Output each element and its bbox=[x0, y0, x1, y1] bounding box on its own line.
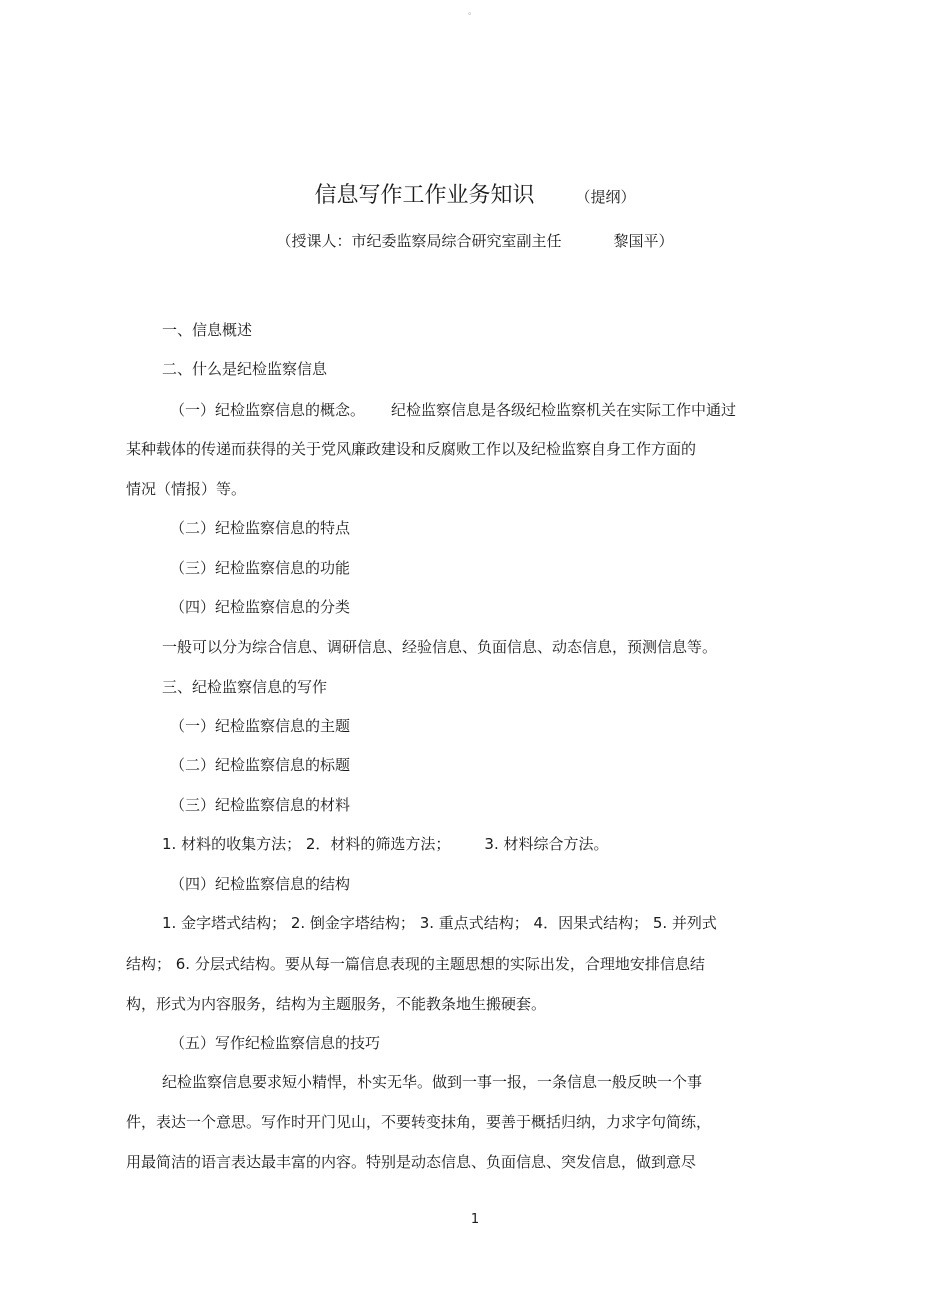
body-line: 构，形式为内容服务，结构为主题服务，不能教条地生搬硬套。 bbox=[126, 995, 547, 1013]
body-line-part: 3. 材料综合方法。 bbox=[484, 835, 609, 853]
document-title: 信息写作工作业务知识 bbox=[314, 183, 535, 208]
outline-line-part: 纪检监察信息是各级纪检监察机关在实际工作中通过 bbox=[391, 401, 737, 419]
outline-line: （二）纪检监察信息的特点 bbox=[170, 519, 351, 537]
body-line: 纪检监察信息要求短小精悍，朴实无华。做到一事一报，一条信息一般反映一个事 bbox=[162, 1073, 703, 1091]
body-line bbox=[162, 834, 609, 854]
body-line: 某种载体的传递而获得的关于党风廉政建设和反腐败工作以及纪检监察自身工作方面的 bbox=[126, 440, 697, 458]
body-line: 件，表达一个意思。写作时开门见山，不要转变抹角，要善于概括归纳，力求字句简练， bbox=[126, 1113, 712, 1131]
outline-line: （三）纪检监察信息的功能 bbox=[170, 559, 351, 577]
body-line: 用最简洁的语言表达最丰富的内容。特别是动态信息、负面信息、突发信息，做到意尽 bbox=[126, 1153, 697, 1171]
outline-line: （四）纪检监察信息的结构 bbox=[170, 875, 351, 893]
outline-line: （二）纪检监察信息的标题 bbox=[170, 756, 351, 774]
top-mark: 。 bbox=[468, 7, 478, 17]
lecturer-name: 黎国平） bbox=[613, 232, 674, 250]
title-row bbox=[0, 178, 950, 209]
outline-line: （三）纪检监察信息的材料 bbox=[170, 796, 351, 814]
lecturer-prefix: （授课人：市纪委监察局综合研究室副主任 bbox=[276, 232, 562, 250]
lecturer-line bbox=[0, 230, 950, 251]
outline-line: 二、什么是纪检监察信息 bbox=[162, 360, 328, 378]
body-line: 情况（情报）等。 bbox=[126, 480, 247, 498]
outline-line: 一、信息概述 bbox=[162, 321, 253, 339]
body-line-part: 1. 材料的收集方法； 2．材料的筛选方法； bbox=[162, 835, 451, 853]
document-subtitle: （提纲） bbox=[575, 188, 636, 206]
body-line: 结构； 6. 分层式结构。要从每一篇信息表现的主题思想的实际出发，合理地安排信息结 bbox=[126, 955, 705, 973]
outline-line: 三、纪检监察信息的写作 bbox=[162, 678, 328, 696]
outline-line: （一）纪检监察信息的主题 bbox=[170, 717, 351, 735]
outline-line-part: （一）纪检监察信息的概念。 bbox=[170, 401, 366, 419]
body-line: 一般可以分为综合信息、调研信息、经验信息、负面信息、动态信息，预测信息等。 bbox=[162, 638, 718, 656]
outline-line bbox=[170, 400, 736, 420]
outline-line: （四）纪检监察信息的分类 bbox=[170, 598, 351, 616]
page-number: 1 bbox=[470, 1212, 480, 1227]
body-line: 1. 金字塔式结构； 2. 倒金字塔结构； 3. 重点式结构； 4．因果式结构； 5. 并列式 bbox=[162, 914, 717, 932]
outline-line: （五）写作纪检监察信息的技巧 bbox=[170, 1034, 381, 1052]
